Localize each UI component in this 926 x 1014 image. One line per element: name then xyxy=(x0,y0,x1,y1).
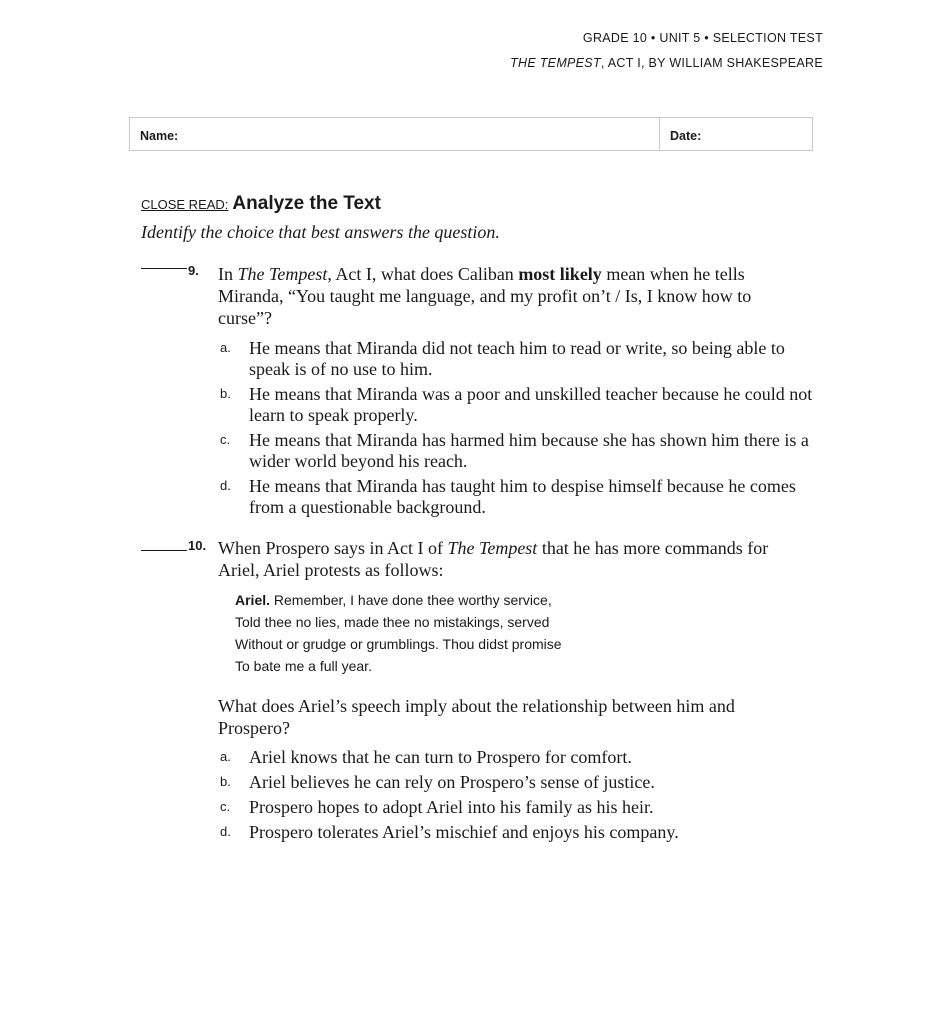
choice-letter: b. xyxy=(220,386,231,401)
quote-line-text: Remember, I have done thee worthy service, xyxy=(270,592,552,608)
question-10-text xyxy=(218,537,808,581)
choice-letter: a. xyxy=(220,340,231,355)
choice-text: He means that Miranda has harmed him because she has shown him there is a wider world beyond his reach. xyxy=(249,430,809,471)
quote-line xyxy=(235,589,562,611)
q9-play-title: The Tempest xyxy=(237,264,328,284)
choice-text: He means that Miranda was a poor and unskilled teacher because he could not learn to speak properly. xyxy=(249,384,813,425)
question-number-10: 10. xyxy=(188,538,207,553)
choice-letter: c. xyxy=(220,799,231,814)
q10-text-part: When Prospero says in Act I of xyxy=(218,538,448,558)
choice-text: Prospero hopes to adopt Ariel into his family as his heir. xyxy=(249,797,654,817)
quote-line: To bate me a full year. xyxy=(235,658,372,674)
choice-text: Ariel knows that he can turn to Prospero for comfort. xyxy=(249,747,632,767)
q10-play-title: The Tempest xyxy=(447,538,538,558)
choice-letter: b. xyxy=(220,774,231,789)
section-title: Analyze the Text xyxy=(232,193,381,214)
ariel-quote xyxy=(235,589,562,677)
quote-line: Without or grudge or grumblings. Thou didst promise xyxy=(235,636,562,652)
q10-text-part: that he has more commands for Ariel, Ariel protests as follows: xyxy=(218,538,769,580)
test-header-subtitle xyxy=(510,56,823,70)
question-9-text xyxy=(218,263,803,329)
choice-text: Ariel believes he can rely on Prospero’s sense of justice. xyxy=(249,772,655,792)
q9-text-part: In xyxy=(218,264,238,284)
quote-line: Told thee no lies, made thee no mistakings, served xyxy=(235,614,550,630)
section-heading xyxy=(141,193,381,215)
q9-text-part: , Act I, what does Caliban xyxy=(327,264,519,284)
answer-blank-q10[interactable] xyxy=(141,550,187,551)
choice-text: He means that Miranda has taught him to despise himself because he comes from a questionable background. xyxy=(249,476,796,517)
header-subtitle-rest: , ACT I, BY WILLIAM SHAKESPEARE xyxy=(600,56,823,70)
play-title: THE TEMPEST xyxy=(510,56,601,70)
choice-letter: d. xyxy=(220,478,231,493)
name-date-box xyxy=(129,117,813,151)
q9-emphasis: most likely xyxy=(518,264,602,284)
quote-speaker: Ariel. xyxy=(235,592,271,608)
choice-letter: d. xyxy=(220,824,231,839)
section-instructions: Identify the choice that best answers the question. xyxy=(141,222,500,242)
answer-blank-q9[interactable] xyxy=(141,268,187,269)
choice-letter: a. xyxy=(220,749,231,764)
test-header-title: GRADE 10 • UNIT 5 • SELECTION TEST xyxy=(582,31,823,45)
choice-text: Prospero tolerates Ariel’s mischief and enjoys his company. xyxy=(249,822,679,842)
question-number-9: 9. xyxy=(188,263,199,278)
date-field[interactable] xyxy=(660,118,812,150)
date-label: Date: xyxy=(670,129,702,143)
choice-letter: c. xyxy=(220,432,231,447)
q9-text-part: mean when he tells Miranda, “You taught me language, and my profit on’t / Is, I know how to curse”? xyxy=(218,264,752,328)
choice-text: He means that Miranda did not teach him to read or write, so being able to speak is of no use to him. xyxy=(249,338,785,379)
question-10-prompt: What does Ariel’s speech imply about the relationship between him and Prospero? xyxy=(218,696,735,738)
name-label: Name: xyxy=(140,129,179,143)
name-field[interactable] xyxy=(130,118,660,150)
section-label: CLOSE READ: xyxy=(141,197,229,212)
